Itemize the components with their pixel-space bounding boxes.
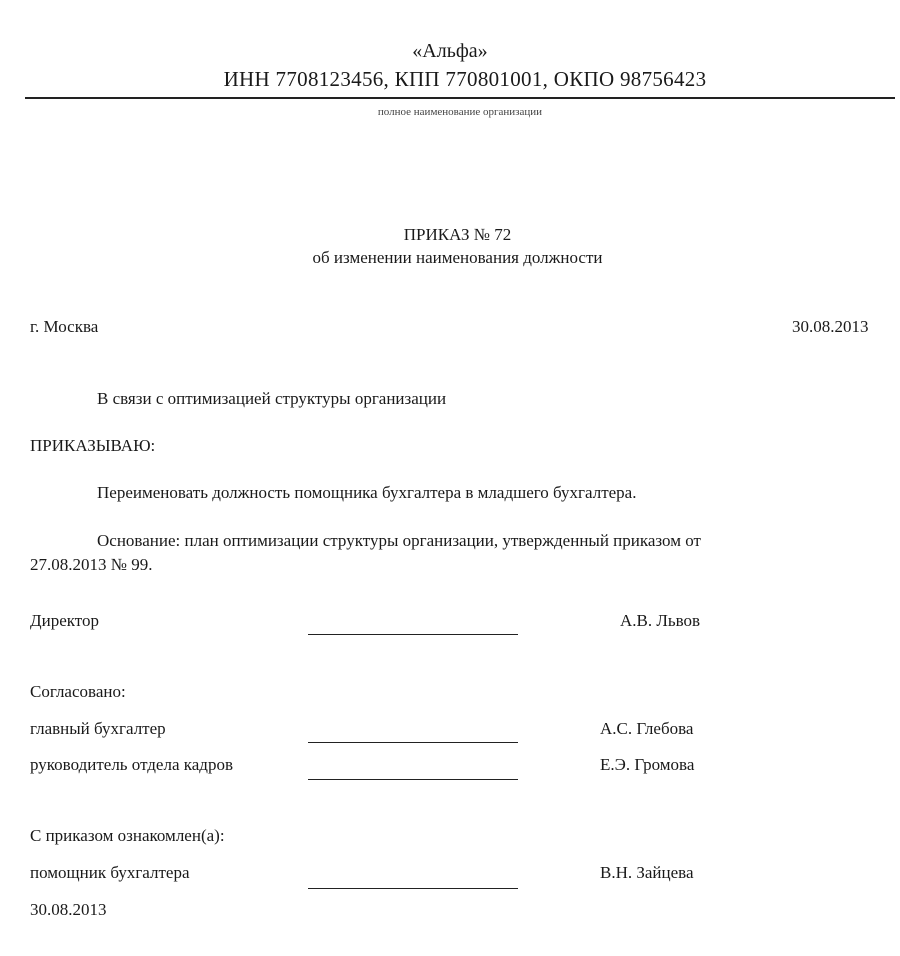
director-signature-line <box>308 634 518 635</box>
assistant-name: В.Н. Зайцева <box>600 863 694 882</box>
chief-accountant-title: главный бухгалтер <box>30 719 166 738</box>
order-word: ПРИКАЗЫВАЮ: <box>30 436 156 455</box>
assistant-signature-line <box>308 888 518 889</box>
chief-accountant-name: А.С. Глебова <box>600 719 694 738</box>
organization-caption: полное наименование организации <box>377 106 543 118</box>
order-subject: об изменении наименования должности <box>312 248 603 267</box>
organization-name: «Альфа» <box>412 40 488 62</box>
order-clause: Переименовать должность помощника бухгалтера в младшего бухгалтера. <box>97 483 637 502</box>
order-title: ПРИКАЗ № 72 <box>403 225 512 244</box>
hr-head-signature-line <box>308 779 518 780</box>
approved-heading: Согласовано: <box>30 682 126 701</box>
hr-head-title: руководитель отдела кадров <box>30 755 233 774</box>
acknowledged-heading: С приказом ознакомлен(а): <box>30 826 225 845</box>
basis-line-2: 27.08.2013 № 99. <box>30 555 153 574</box>
director-title: Директор <box>30 611 99 630</box>
basis-line-1: Основание: план оптимизации структуры организации, утвержденный приказом от <box>97 531 701 550</box>
hr-head-name: Е.Э. Громова <box>600 755 695 774</box>
header-rule <box>25 97 895 99</box>
director-name: А.В. Львов <box>620 611 701 630</box>
order-date: 30.08.2013 <box>792 317 869 336</box>
preamble: В связи с оптимизацией структуры организации <box>97 389 447 408</box>
organization-codes: ИНН 7708123456, КПП 770801001, ОКПО 98756423 <box>223 67 707 91</box>
acknowledged-date: 30.08.2013 <box>30 900 107 919</box>
city: г. Москва <box>30 317 99 336</box>
assistant-title: помощник бухгалтера <box>30 863 190 882</box>
chief-accountant-signature-line <box>308 742 518 743</box>
